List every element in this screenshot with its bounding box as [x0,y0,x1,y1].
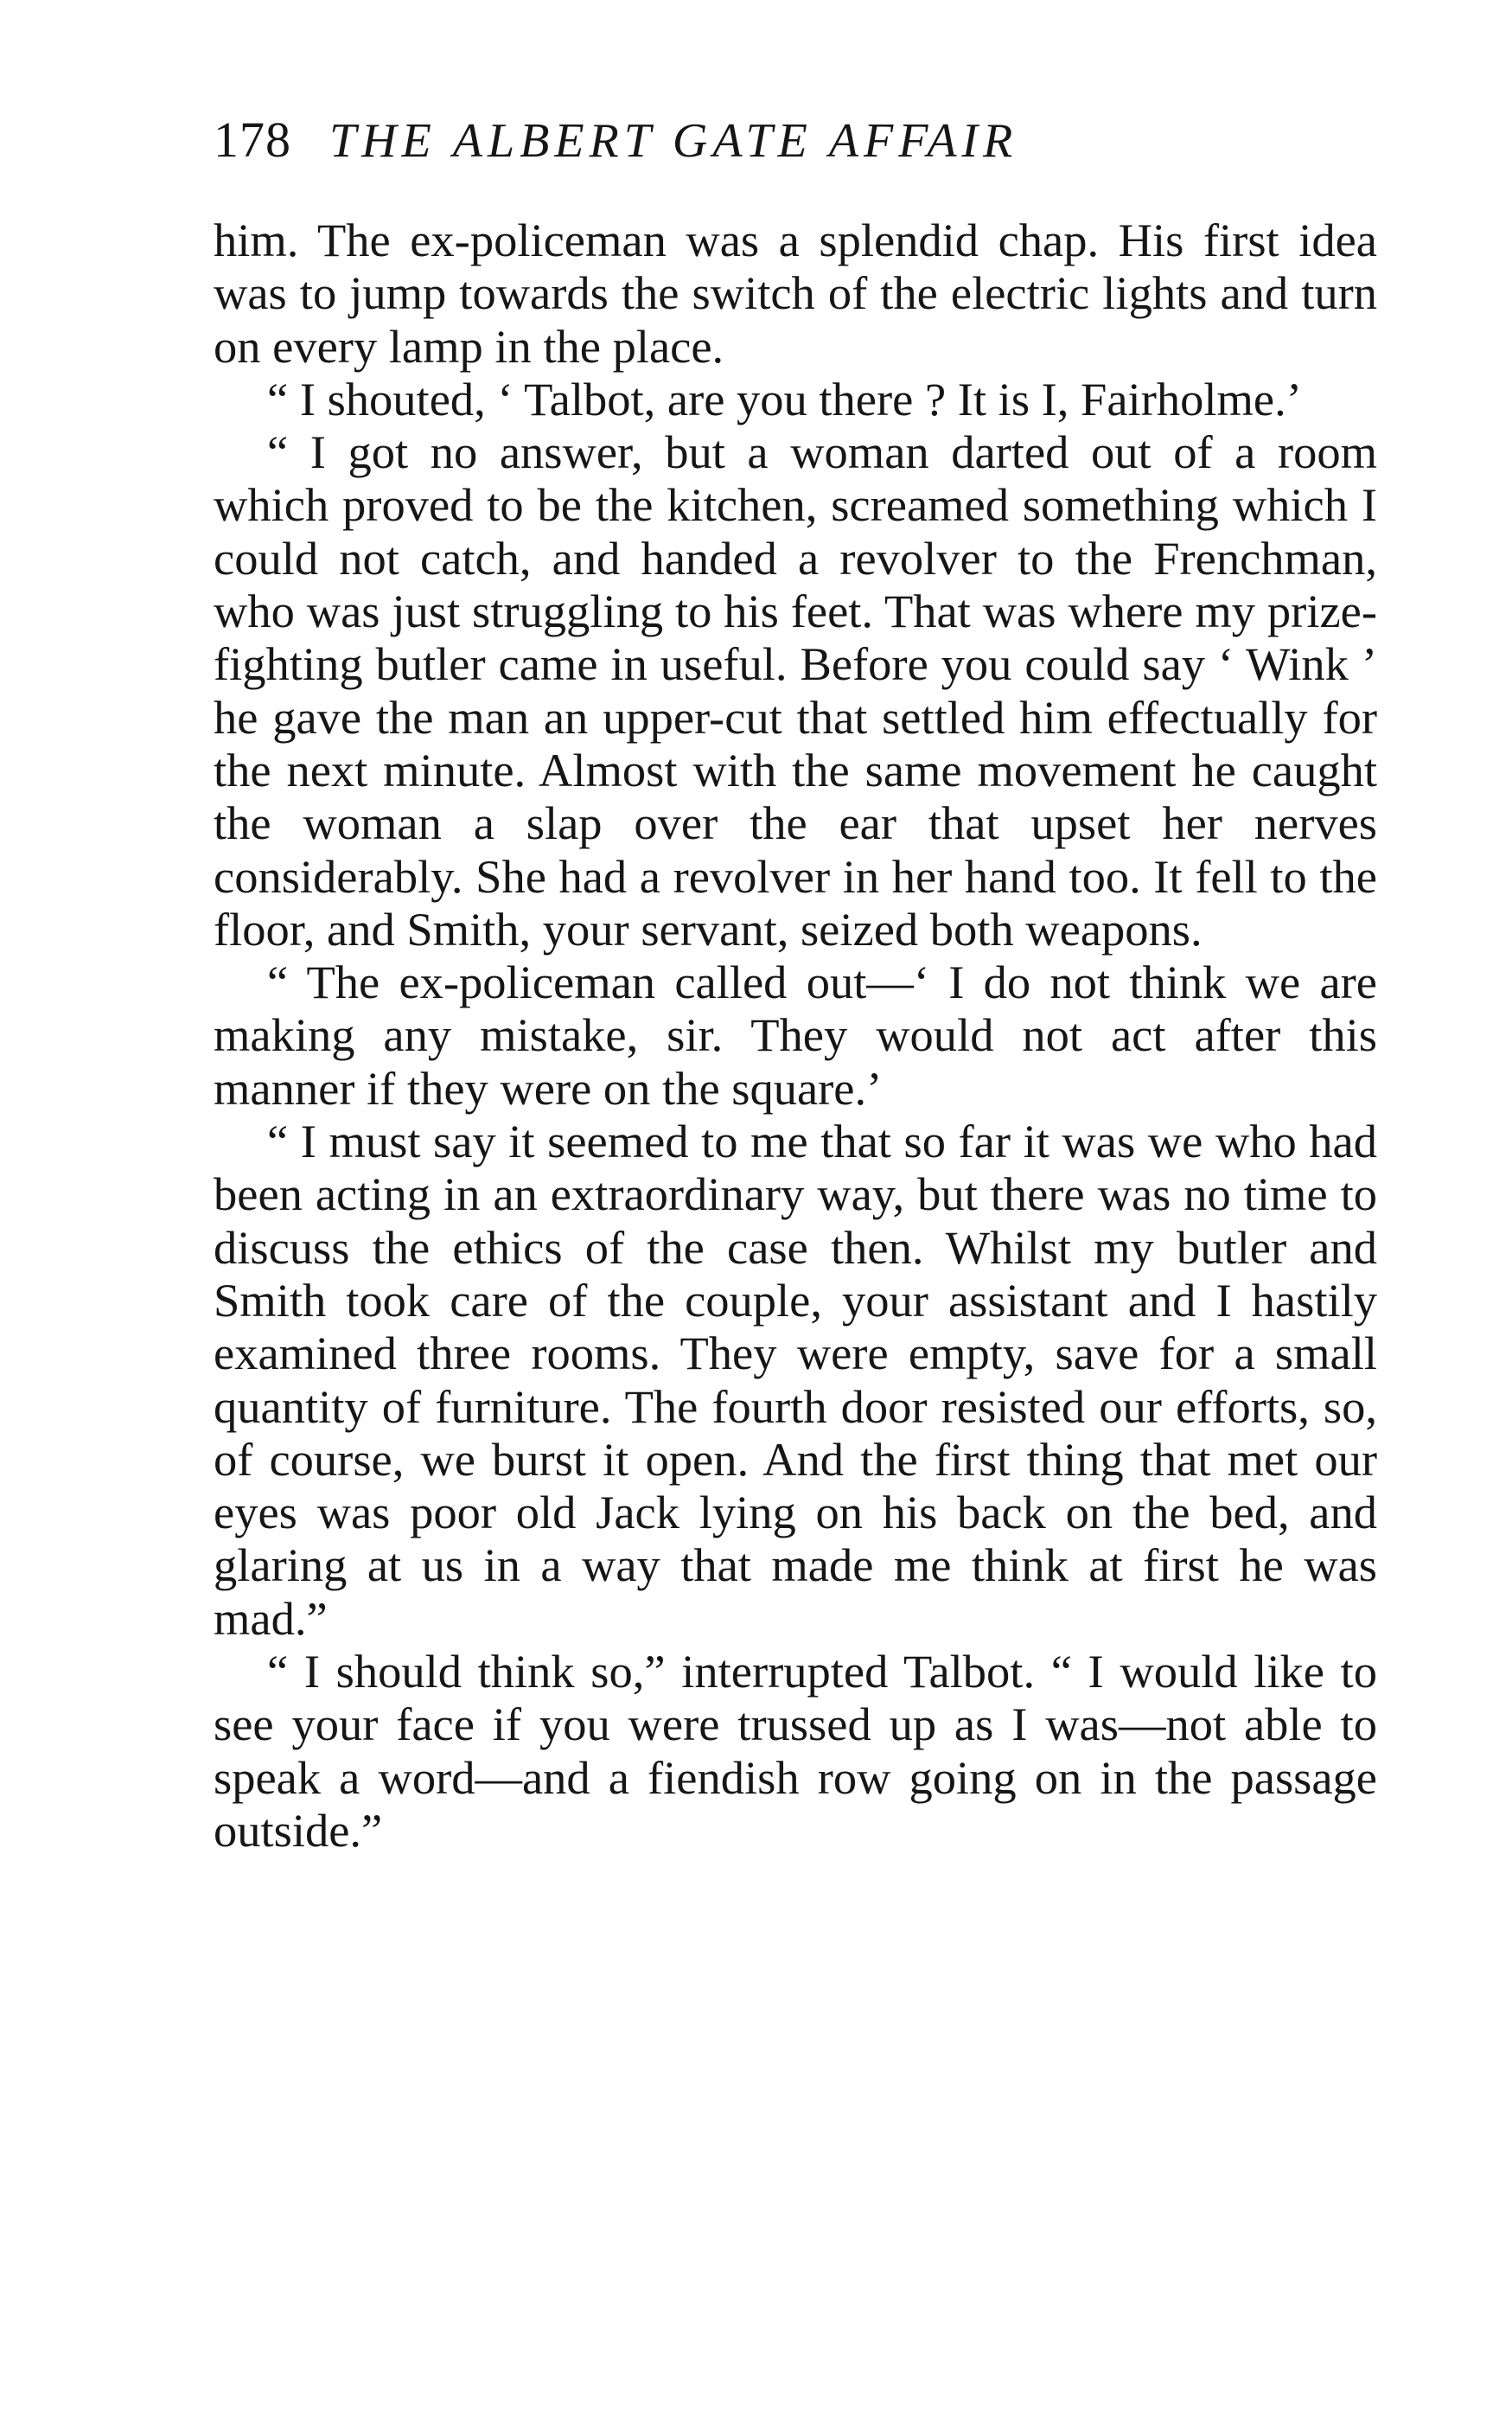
paragraph-6: “ I should think so,” interrupted Talbot. “ I would like to see your face if you were trussed up as I was—not able to speak a word—and a fiendish row going on in the passage outside.” [214,1645,1377,1857]
running-title: THE ALBERT GATE AFFAIR [329,114,1018,168]
paragraph-1: him. The ex-policeman was a splendid chap. His first idea was to jump towards the switch of the electric lights and turn on every lamp in the place. [214,214,1377,373]
paragraph-3: “ I got no answer, but a woman darted out of a room which proved to be the kitchen, screamed something which I could not catch, and handed a revolver to the Frenchman, who was just struggling to his feet. That was where my prize-fighting butler came in useful. Before you could say ‘ Wink ’ he gave the man an upper-cut that settled him effectually for the next minute. Almost with the same movement he caught the woman a slap over the ear that upset her nerves considerably. She had a revolver in her hand too. It fell to the floor, and Smith, your servant, seized both weapons. [214,425,1377,956]
paragraph-5: “ I must say it seemed to me that so far it was we who had been acting in an extraordinary way, but there was no time to discuss the ethics of the case then. Whilst my butler and Smith took care of the couple, your assistant and I hastily examined three rooms. They were empty, save for a small quantity of furniture. The fourth door resisted our efforts, so, of course, we burst it open. And the first thing that met our eyes was poor old Jack lying on his back on the bed, and glaring at us in a way that made me think at first he was mad.” [214,1115,1377,1645]
page-number: 178 [214,112,291,168]
paragraph-4: “ The ex-policeman called out—‘ I do not think we are making any mistake, sir. They would not act after this manner if they were on the square.’ [214,956,1377,1115]
running-head [214,111,1381,180]
paragraph-2: “ I shouted, ‘ Talbot, are you there ? It is I, Fairholme.’ [267,372,1302,425]
body-text [214,214,1377,1857]
